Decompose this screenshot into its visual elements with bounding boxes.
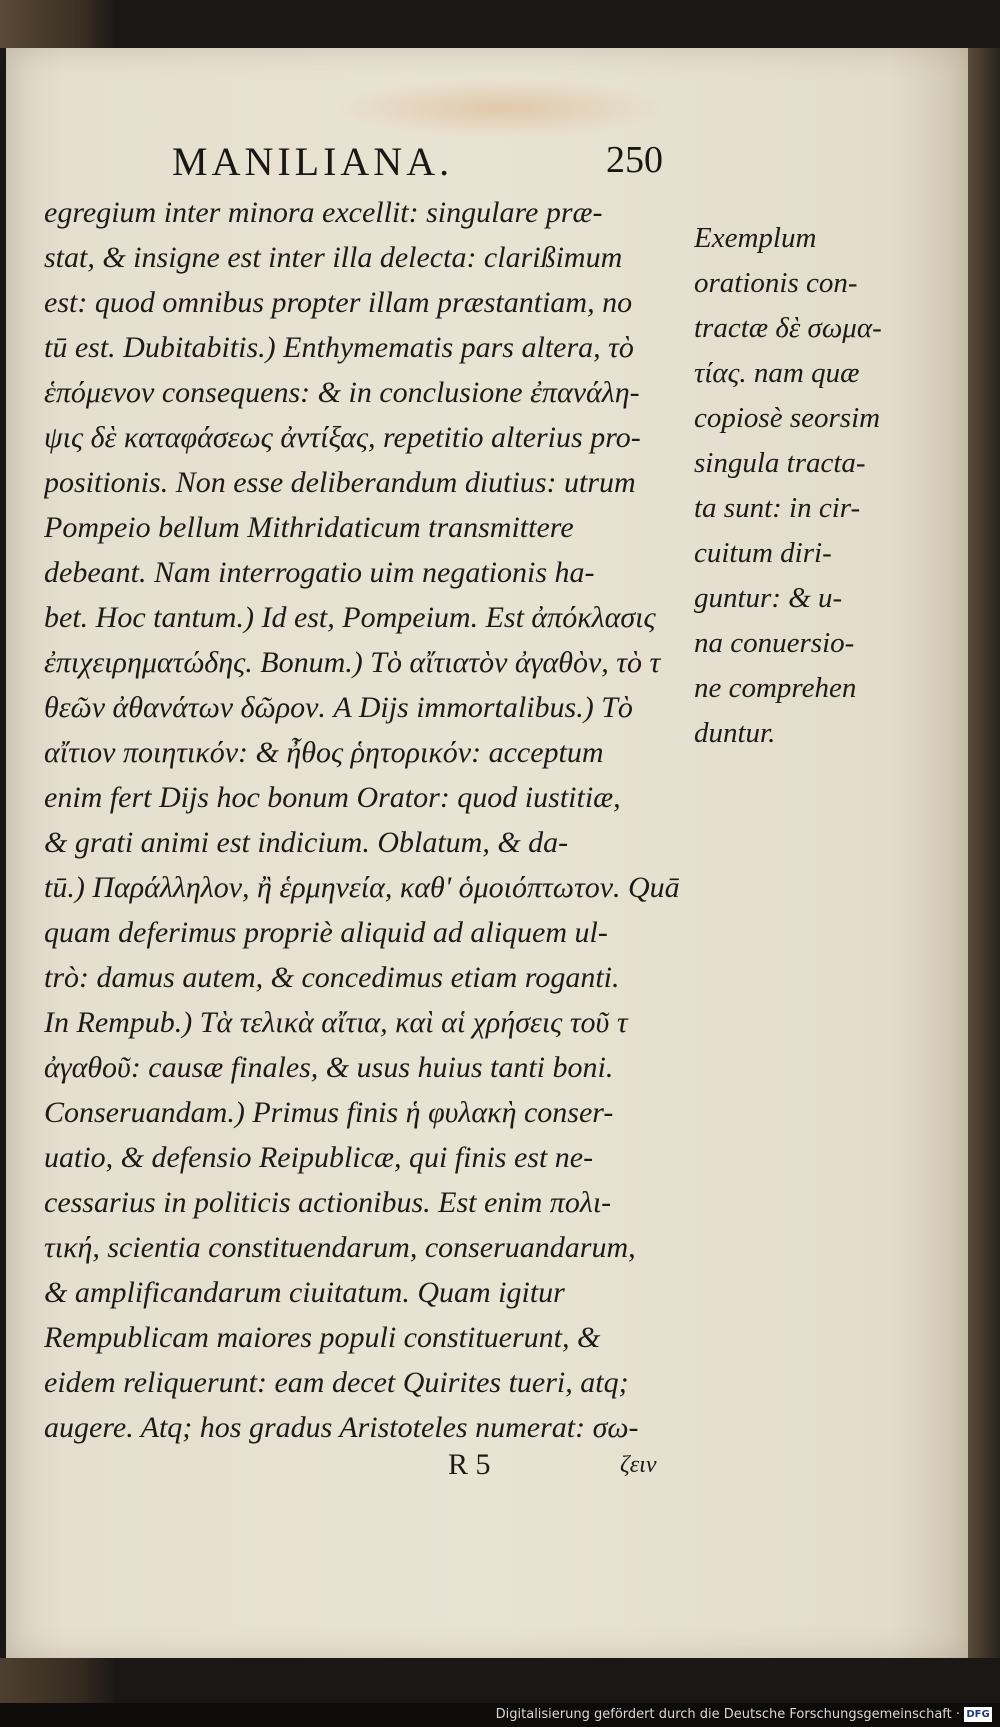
text-line: θεῶν ἀθανάτων δῶρον. A Dijs immortalibus.) Τὸ <box>44 691 633 724</box>
text-line: Conseruandam.) Primus finis ἡ φυλακὴ conser- <box>44 1096 614 1129</box>
text-line: & amplificandarum ciuitatum. Quam igitur <box>44 1276 565 1309</box>
text-line: Rempublicam maiores populi constituerunt, & <box>44 1321 601 1354</box>
margin-note-line: duntur. <box>694 717 776 749</box>
signature-mark: R 5 <box>448 1448 491 1481</box>
page-number: 250 <box>606 139 663 181</box>
text-line: tū est. Dubitabitis.) Enthymematis pars altera, τὸ <box>44 331 634 364</box>
text-line: eidem reliquerunt: eam decet Quirites tueri, atq; <box>44 1366 629 1399</box>
margin-note-line: τίας. nam quæ <box>694 357 860 389</box>
text-line: stat, & insigne est inter illa delecta: clarißimum <box>44 241 623 274</box>
paper-stain <box>336 78 666 138</box>
margin-note-line: ta sunt: in cir- <box>694 492 861 524</box>
text-line: augere. Atq; hos gradus Aristoteles numerat: σω- <box>44 1411 639 1444</box>
margin-note-line: tractæ δὲ σωμα- <box>694 312 882 344</box>
text-line: ἑπόμενον consequens: & in conclusione ἐπανάλη- <box>44 376 640 409</box>
text-line: trò: damus autem, & concedimus etiam roganti. <box>44 961 620 994</box>
margin-note-line: na conuersio- <box>694 627 855 659</box>
credit-text: Digitalisierung gefördert durch die Deutsche Forschungsgemeinschaft · <box>495 1707 960 1722</box>
margin-note-line: cuitum diri- <box>694 537 832 569</box>
text-line: quam deferimus propriè aliquid ad aliquem ul- <box>44 916 608 949</box>
text-line: αἴτιον ποιητικόν: & ἦθος ῥητορικόν: acceptum <box>44 736 604 769</box>
margin-note-line: copiosè seorsim <box>694 402 881 434</box>
margin-note-line: singula tracta- <box>694 447 866 479</box>
text-line: positionis. Non esse deliberandum diutius: utrum <box>44 466 636 499</box>
text-line: bet. Hoc tantum.) Id est, Pompeium. Est ἀπόκλασις <box>44 601 656 634</box>
text-line: ἐπιχειρηματώδης. Bonum.) Τὸ αἴτιατὸν ἀγαθὸν, τὸ τ <box>44 646 661 679</box>
text-line: Pompeio bellum Mithridaticum transmittere <box>44 511 574 544</box>
margin-note-line: Exemplum <box>694 222 817 254</box>
binding-spine-bottom <box>0 1658 115 1703</box>
main-text-column <box>44 190 694 1450</box>
text-line: ἀγαθοῦ: causæ finales, & usus huius tanti boni. <box>44 1051 614 1084</box>
text-line: uatio, & defensio Reipublicæ, qui finis est ne- <box>44 1141 594 1174</box>
text-line: debeant. Nam interrogatio uim negationis ha- <box>44 556 595 589</box>
running-title: MANILIANA. <box>172 139 454 184</box>
catchword: ζειν <box>620 1452 657 1478</box>
text-line: ψις δὲ καταφάσεως ἀντίξας, repetitio alterius pro- <box>44 421 641 454</box>
margin-note-line: ne comprehen <box>694 672 857 704</box>
dfg-logo-icon: DFG <box>964 1707 992 1722</box>
text-line: egregium inter minora excellit: singulare præ- <box>44 196 603 229</box>
text-line: tū.) Παράλληλον, ἢ ἑρμηνεία, καθ' ὁμοιόπτωτον. Quā <box>44 871 680 904</box>
margin-note-line: guntur: & u- <box>694 582 843 614</box>
text-line: est: quod omnibus propter illam præstantiam, no <box>44 286 633 319</box>
margin-note-line: orationis con- <box>694 267 858 299</box>
binding-spine-top <box>0 0 115 48</box>
text-line: cessarius in politicis actionibus. Est enim πολι- <box>44 1186 612 1219</box>
text-line: & grati animi est indicium. Oblatum, & da- <box>44 826 569 859</box>
page-edge-shadow <box>968 48 1000 1658</box>
text-line: enim fert Dijs hoc bonum Orator: quod iustitiæ, <box>44 781 621 814</box>
text-line: In Rempub.) Τὰ τελικὰ αἴτια, καὶ αἱ χρήσεις τοῦ τ <box>44 1006 628 1039</box>
text-line: τική, scientia constituendarum, conseruandarum, <box>44 1231 636 1264</box>
credit-bar <box>0 1703 1000 1727</box>
margin-note <box>694 216 894 756</box>
